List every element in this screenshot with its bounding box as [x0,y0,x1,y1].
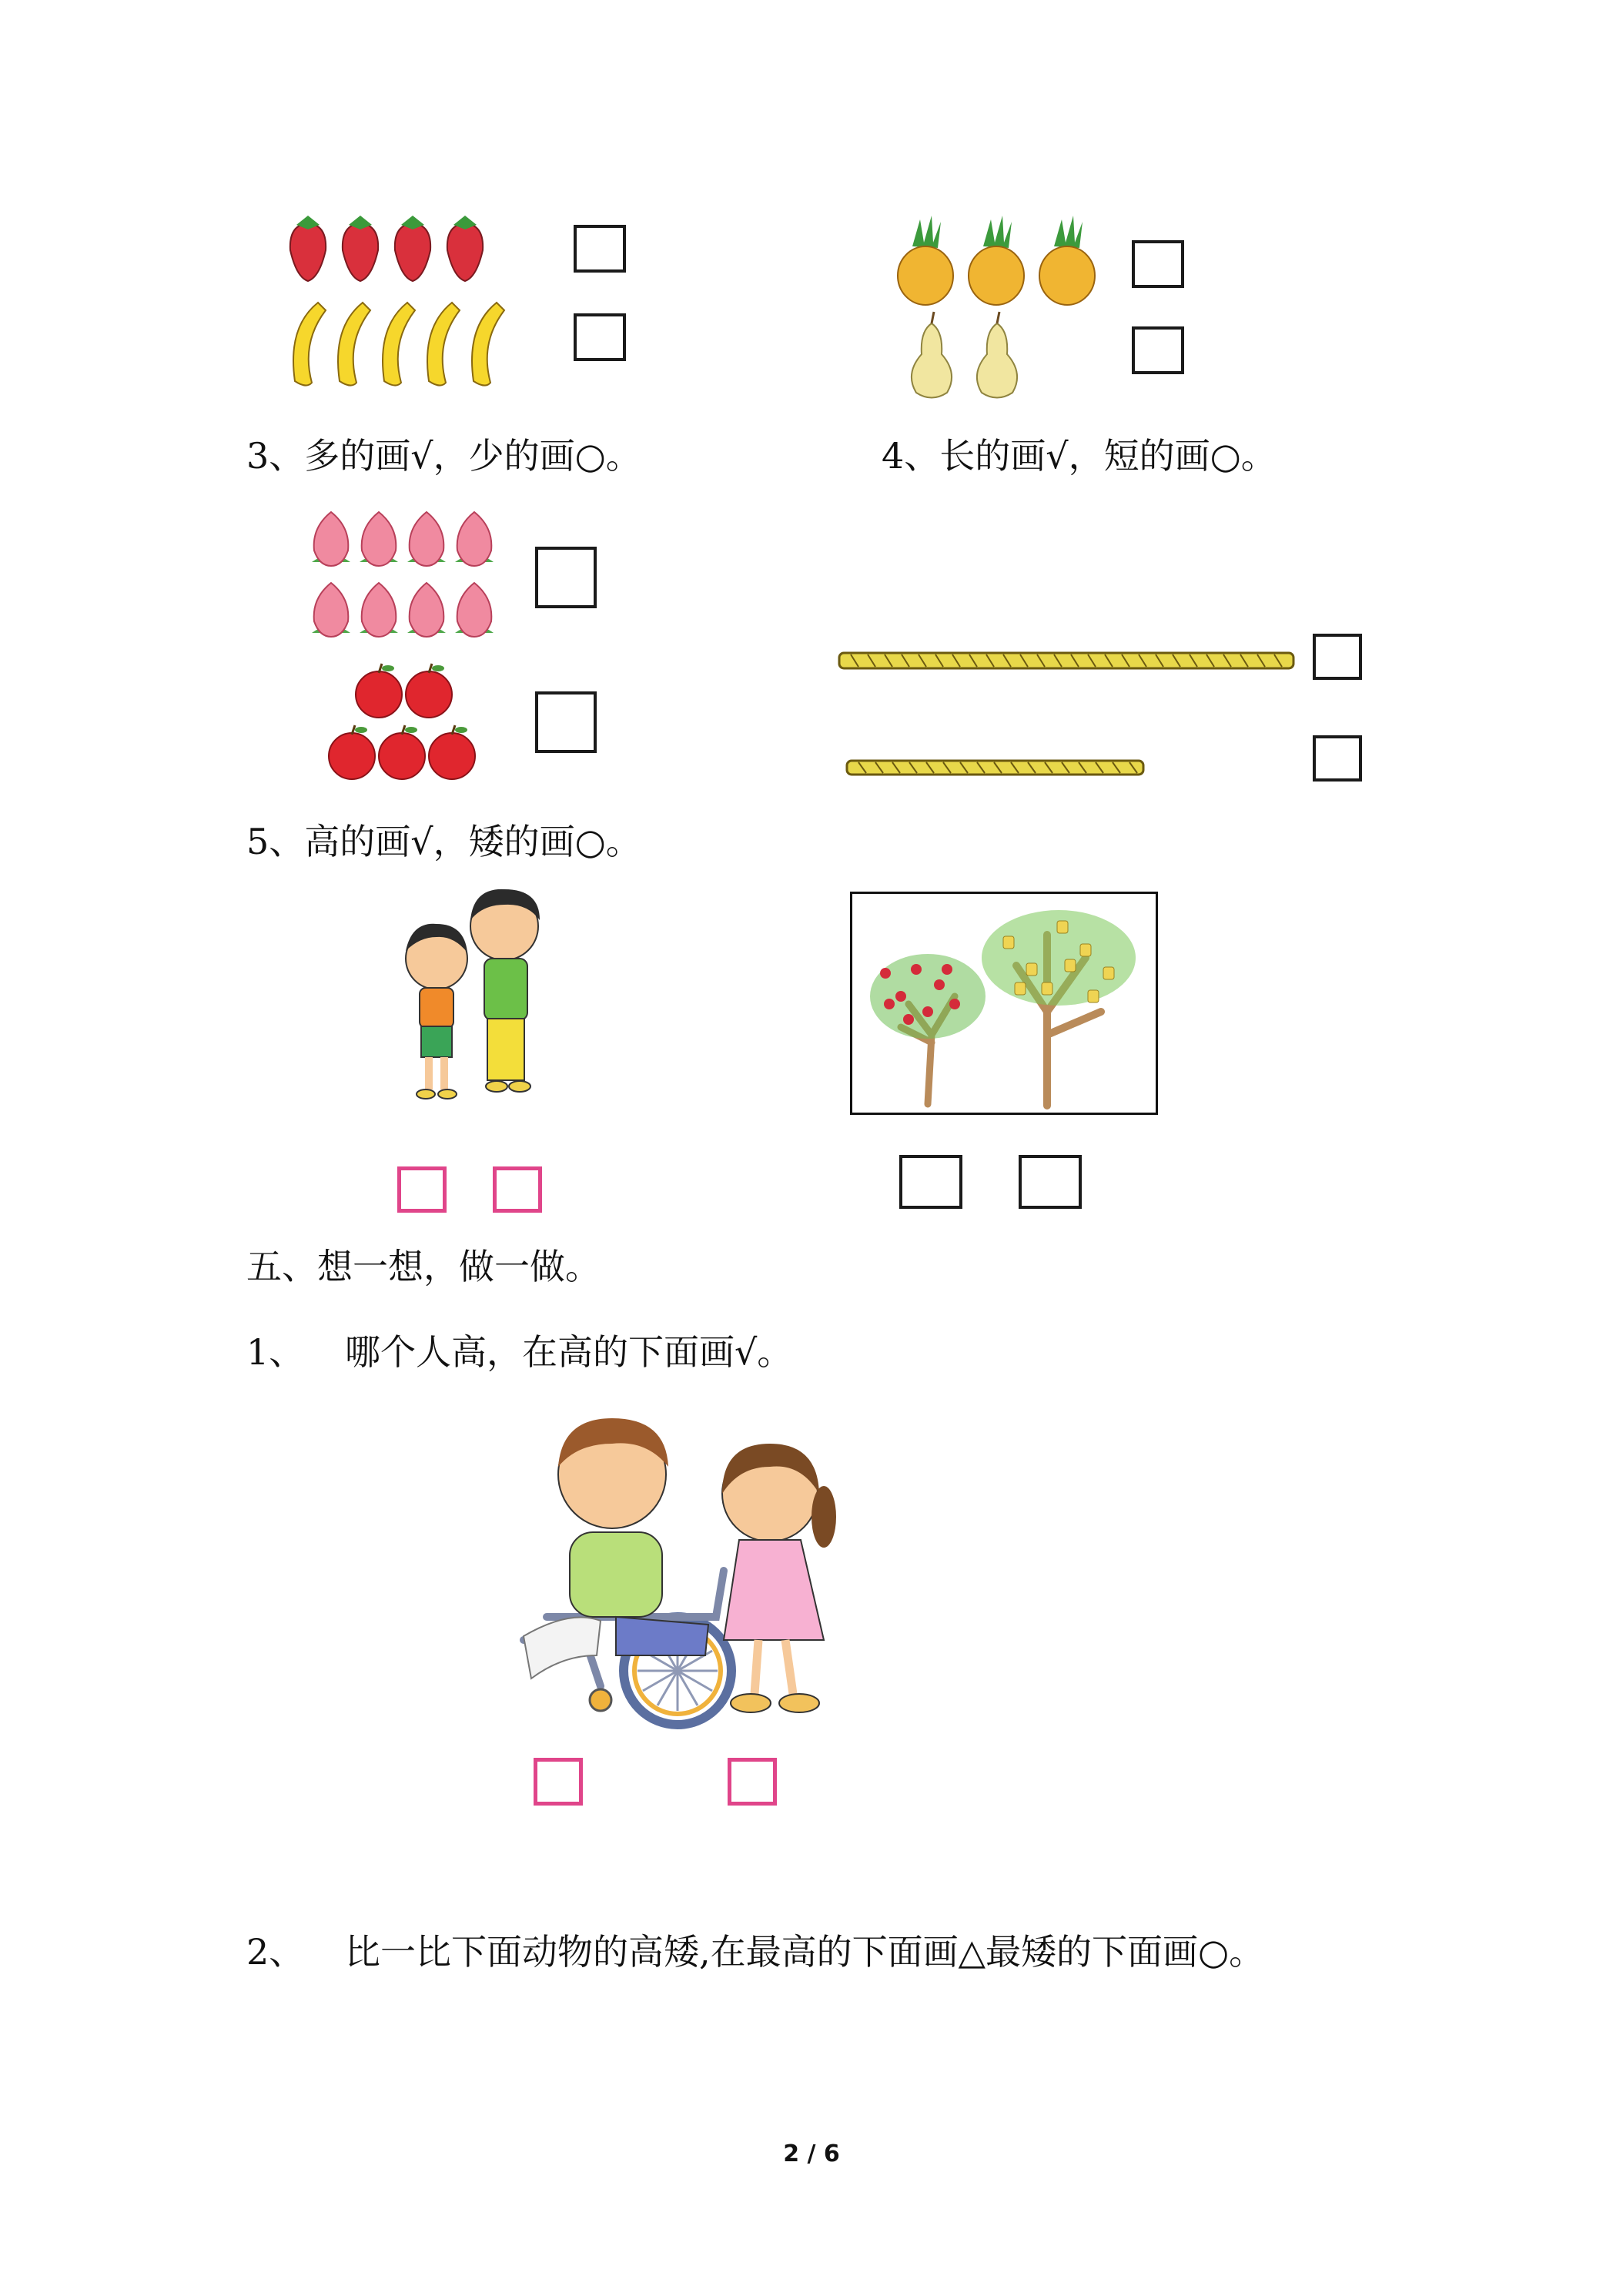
long-rope-illustration [839,647,1301,678]
answer-box-pear-tree[interactable] [1019,1155,1082,1209]
answer-box-apple-tree[interactable] [899,1155,962,1209]
section-5-question-1-number: 1、 [246,1331,305,1373]
strawberry-icon [395,216,430,281]
answer-box-pineapples[interactable] [1132,240,1184,288]
answer-box-bananas[interactable] [574,313,626,361]
answer-box-peaches[interactable] [535,547,597,608]
answer-box-apples[interactable] [535,691,597,753]
question-3: 3、多的画√，少的画○。 [246,435,641,477]
banana-icon [293,303,326,386]
pears-illustration [897,312,1051,404]
pear-icon [977,312,1017,398]
peach-icon [360,583,398,637]
peach-icon [455,512,494,566]
peach-icon [360,512,398,566]
peach-icon [407,583,446,637]
peach-icon [312,583,350,637]
section-5-question-2-number: 2、 [246,1931,305,1973]
page-number: 2 / 6 [783,2140,840,2167]
two-boys-illustration [389,882,574,1113]
pear-icon [912,312,952,398]
pineapples-illustration [885,216,1116,308]
answer-box-boy-wheelchair[interactable] [534,1758,583,1806]
bananas-illustration [281,296,527,397]
question-5: 5、高的画√，矮的画○。 [246,821,641,862]
pineapple-icon [969,216,1024,305]
section-5-heading: 五、想一想，做一做。 [246,1246,601,1287]
banana-icon [472,303,504,386]
section-5-question-1: 哪个人高，在高的下面画√。 [345,1331,793,1373]
short-rope-illustration [847,756,1155,787]
peach-icon [312,512,350,566]
peach-icon [455,583,494,637]
strawberry-icon [290,216,326,281]
pineapple-icon [1039,216,1095,305]
apple-icon [379,725,425,779]
answer-box-tall-boy[interactable] [493,1166,542,1213]
wheelchair-scene-illustration [477,1401,839,1725]
banana-icon [383,303,415,386]
banana-icon [338,303,370,386]
banana-icon [427,303,460,386]
apple-icon [429,725,475,779]
answer-box-short-rope[interactable] [1313,735,1362,782]
apples-illustration [320,658,489,789]
question-4: 4、长的画√，短的画○。 [882,435,1277,477]
answer-box-pears[interactable] [1132,326,1184,374]
peach-icon [407,512,446,566]
answer-box-long-rope[interactable] [1313,634,1362,680]
answer-box-short-boy[interactable] [397,1166,447,1213]
two-trees-illustration [855,896,1155,1112]
apple-icon [406,664,452,718]
apple-icon [329,725,375,779]
strawberry-icon [447,216,483,281]
peaches-illustration [304,500,504,639]
answer-box-girl[interactable] [728,1758,777,1806]
pineapple-icon [898,216,953,305]
strawberries-illustration [277,208,524,285]
section-5-question-2: 比一比下面动物的高矮,在最高的下面画△最矮的下面画○。 [345,1931,1265,1973]
strawberry-icon [343,216,378,281]
apple-icon [356,664,402,718]
answer-box-strawberries[interactable] [574,225,626,273]
